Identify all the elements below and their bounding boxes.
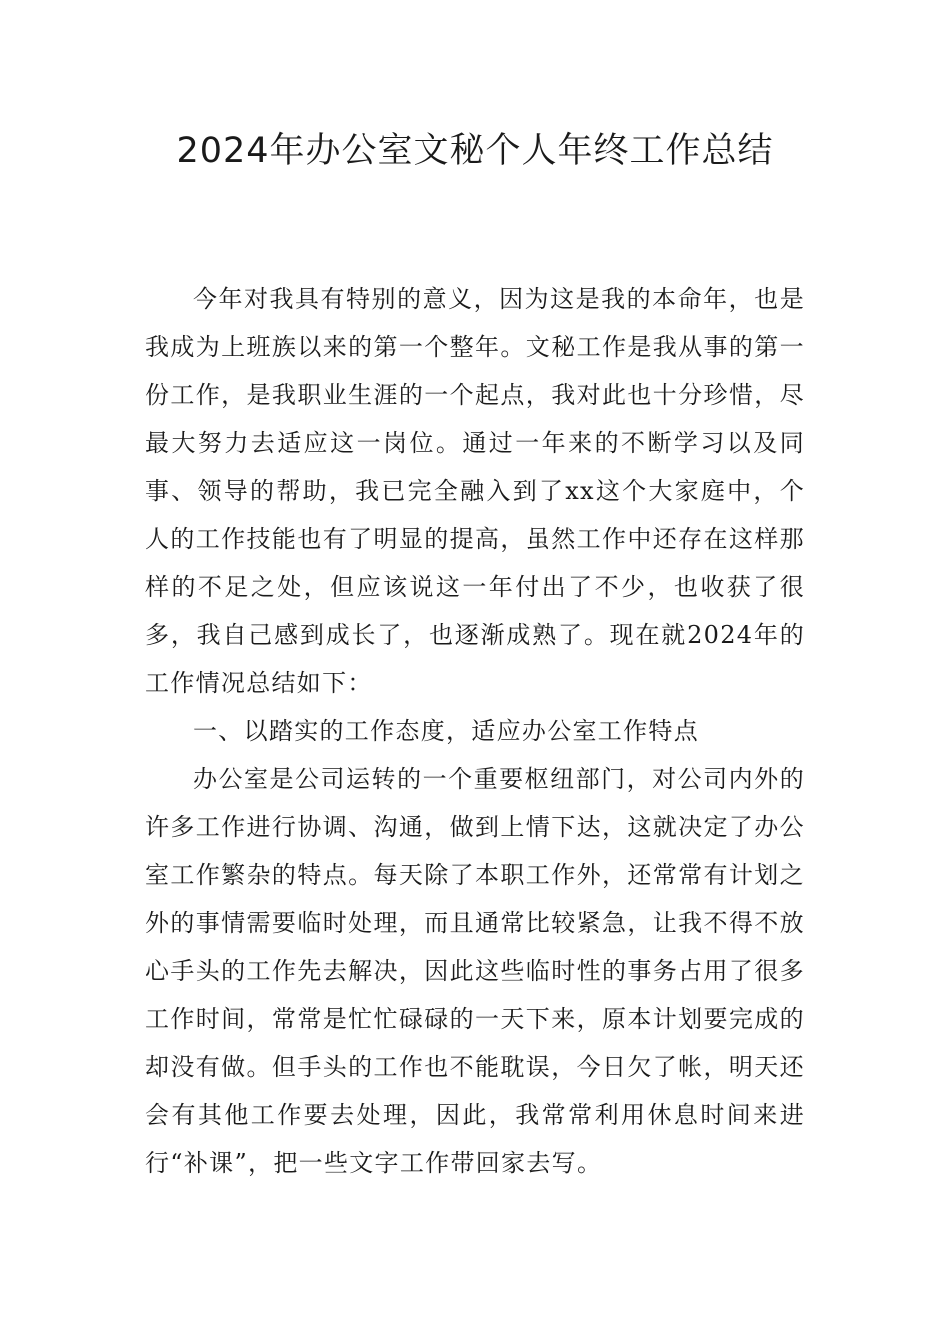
document-body bbox=[145, 275, 805, 1187]
paragraph-office-work: 办公室是公司运转的一个重要枢纽部门，对公司内外的许多工作进行协调、沟通，做到上情下达，这就决定了办公室工作繁杂的特点。每天除了本职工作外，还常常有计划之外的事情需要临时处理，而且通常比较紧急，让我不得不放心手头的工作先去解决，因此这些临时性的事务占用了很多工作时间，常常是忙忙碌碌的一天下来，原本计划要完成的却没有做。但手头的工作也不能耽误，今日欠了帐，明天还会有其他工作要去处理，因此，我常常利用休息时间来进行“补课”，把一些文字工作带回家去写。 bbox=[145, 765, 805, 1177]
section-heading-1: 一、以踏实的工作态度，适应办公室工作特点 bbox=[193, 717, 699, 745]
document-title: 2024年办公室文秘个人年终工作总结 bbox=[176, 131, 774, 171]
paragraph-intro: 今年对我具有特别的意义，因为这是我的本命年，也是我成为上班族以来的第一个整年。文秘工作是我从事的第一份工作，是我职业生涯的一个起点，我对此也十分珍惜，尽最大努力去适应这一岗位。通过一年来的不断学习以及同事、领导的帮助，我已完全融入到了xx这个大家庭中，个人的工作技能也有了明显的提高，虽然工作中还存在这样那样的不足之处，但应该说这一年付出了不少，也收获了很多，我自己感到成长了，也逐渐成熟了。现在就2024年的工作情况总结如下： bbox=[145, 285, 805, 697]
